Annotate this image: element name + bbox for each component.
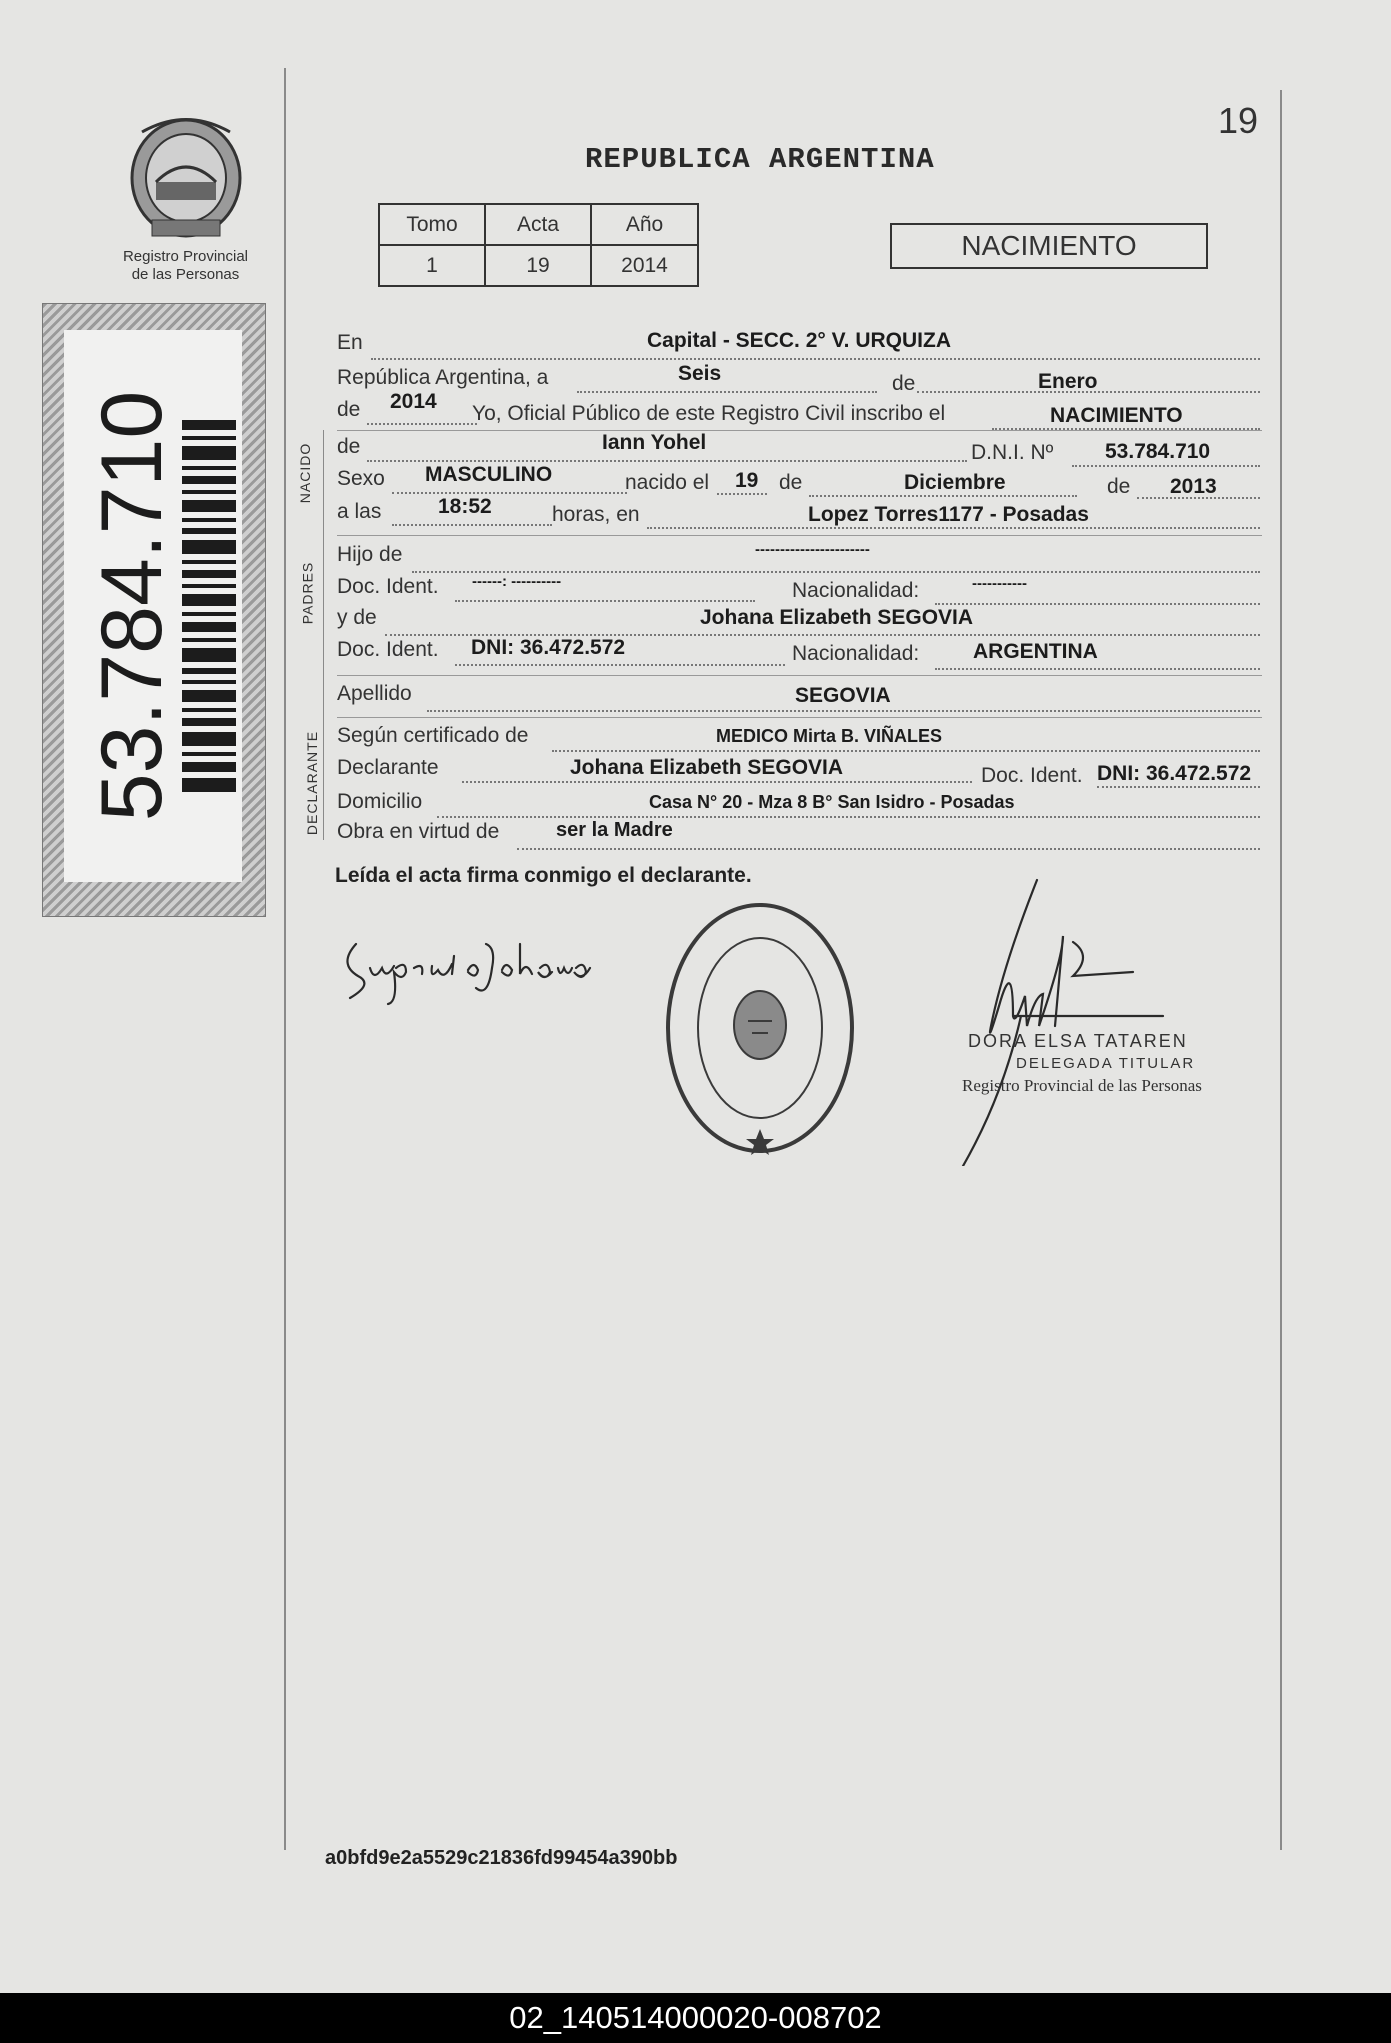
row-doc2 [337,636,1262,664]
footer-id-bar: 02_140514000020-008702 [0,1993,1391,2043]
logo-caption-line2: de las Personas [131,266,240,283]
oficial-text: Yo, Oficial Público de este Registro Civil inscribo el [472,402,946,425]
row-en [337,331,1262,359]
de-label: de [892,372,916,395]
dni-vertical-number: 53.784.710 [84,390,180,822]
dia-value: Seis [678,362,722,385]
document-hash: a0bfd9e2a5529c21836fd99454a390bb [325,1847,678,1869]
nac-mes-value: Diciembre [904,471,1006,494]
dotted-line [371,358,1260,360]
right-frame-line [1280,90,1282,1850]
side-label-declarante: DECLARANTE [304,730,321,836]
acta-header: Acta [485,204,591,245]
dotted-line [517,848,1260,850]
mes-value: Enero [1038,370,1098,393]
page-title: REPUBLICA ARGENTINA [585,143,935,176]
row-hijo [337,541,1262,569]
nombre-label: de [337,435,361,458]
row-republica [337,362,1262,395]
anio-value: 2014 [591,245,698,286]
section-separator [337,535,1262,536]
side-label-padres: PADRES [299,561,316,625]
act-type-box: NACIMIENTO [890,223,1208,269]
declarante-label: Declarante [337,756,439,779]
side-label-nacido: NACIDO [297,442,314,504]
obra-value: ser la Madre [556,819,673,841]
republica-label: República Argentina, a [337,366,549,389]
inscribe-value: NACIMIENTO [1050,404,1183,427]
nac1-label: Nacionalidad: [792,579,920,602]
apellido-label: Apellido [337,682,412,705]
nombre-value: Iann Yohel [602,431,707,454]
nac-dia-value: 19 [735,469,759,492]
row-nombre [337,431,1262,464]
section-separator [337,717,1262,718]
hora-label: a las [337,500,382,523]
doc2-label: Doc. Ident. [337,638,439,661]
official-signature-icon [943,876,1173,1166]
apellido-value: SEGOVIA [795,684,891,707]
registry-table-value-row [379,245,698,286]
tomo-header: Tomo [379,204,485,245]
doc1-label: Doc. Ident. [337,575,439,598]
sexo-value: MASCULINO [425,463,553,486]
domicilio-value: Casa N° 20 - Mza 8 B° San Isidro - Posadas [649,792,1015,812]
nac-de-label: de [779,471,803,494]
dotted-line [717,493,767,495]
hijo-label: Hijo de [337,543,403,566]
dotted-line [935,668,1260,670]
en-label: En [337,331,363,354]
hora-value: 18:52 [438,495,492,518]
nacido-label: nacido el [625,471,710,494]
sexo-label: Sexo [337,467,385,490]
registry-table-header-row [379,204,698,245]
anio-value-form: 2014 [390,390,437,413]
barcode-icon [182,420,236,792]
section-separator [337,430,1262,431]
domicilio-label: Domicilio [337,790,423,813]
official-name: DORA ELSA TATAREN [968,1031,1188,1051]
row-apellido [337,680,1262,708]
row-sexo [337,463,1262,498]
declarant-signature-icon [336,924,626,1006]
anio-header: Año [591,204,698,245]
dotted-line [367,460,967,462]
doc1-value: ------: ---------- [472,573,562,590]
row-obra [337,816,1262,844]
dotted-line [367,423,477,425]
nac2-label: Nacionalidad: [792,642,920,665]
doc3-value: DNI: 36.472.572 [1097,762,1252,785]
dotted-line [647,527,1260,529]
nac-anio-value: 2013 [1170,475,1217,498]
dni-value: 53.784.710 [1105,440,1211,463]
dotted-line [392,524,552,526]
row-anio [337,390,1262,427]
declarante-value: Johana Elizabeth SEGOVIA [570,756,844,779]
nac1-value: ----------- [972,575,1027,592]
yde-label: y de [337,606,377,629]
dotted-line [455,664,785,666]
logo-caption-line1: Registro Provincial [122,248,249,265]
dotted-line [577,391,877,393]
registry-table [378,203,699,287]
row-certificado [337,722,1262,750]
dotted-line [455,600,755,602]
row-hora [337,497,1262,525]
official-registry: Registro Provincial de las Personas [962,1076,1202,1095]
padre-value: ----------------------- [755,541,870,558]
row-madre [337,604,1262,632]
row-domicilio [337,786,1262,814]
en-value: Capital - SECC. 2° V. URQUIZA [647,329,952,352]
doc2-value: DNI: 36.472.572 [471,636,626,659]
doc3-label: Doc. Ident. [981,764,1083,787]
horas-en-label: horas, en [552,503,640,526]
lugar-value: Lopez Torres1177 - Posadas [808,503,1089,526]
cert-label: Según certificado de [337,724,529,747]
dotted-line [427,710,1260,712]
de2-label: de [337,398,361,421]
obra-label: Obra en virtud de [337,820,500,843]
nac2-value: ARGENTINA [973,640,1098,663]
madre-value: Johana Elizabeth SEGOVIA [700,606,974,629]
row-declarante [337,754,1262,787]
provincial-emblem-icon [122,112,250,244]
nac-de2-label: de [1107,475,1131,498]
official-title: DELEGADA TITULAR [1016,1055,1196,1072]
form-bracket-line [323,430,324,840]
dotted-line [552,750,1260,752]
page-number: 19 [1218,100,1259,141]
section-separator [337,675,1262,676]
logo-caption [108,248,263,284]
dotted-line [392,492,627,494]
tomo-value: 1 [379,245,485,286]
official-stamp-icon [660,897,860,1159]
dni-label: D.N.I. Nº [971,441,1054,464]
cert-value: MEDICO Mirta B. VIÑALES [716,726,943,746]
acta-value: 19 [485,245,591,286]
left-frame-line [284,68,286,1850]
row-doc1 [337,573,1262,601]
closing-note: Leída el acta firma conmigo el declarante. [335,864,752,887]
dotted-line [462,781,972,783]
